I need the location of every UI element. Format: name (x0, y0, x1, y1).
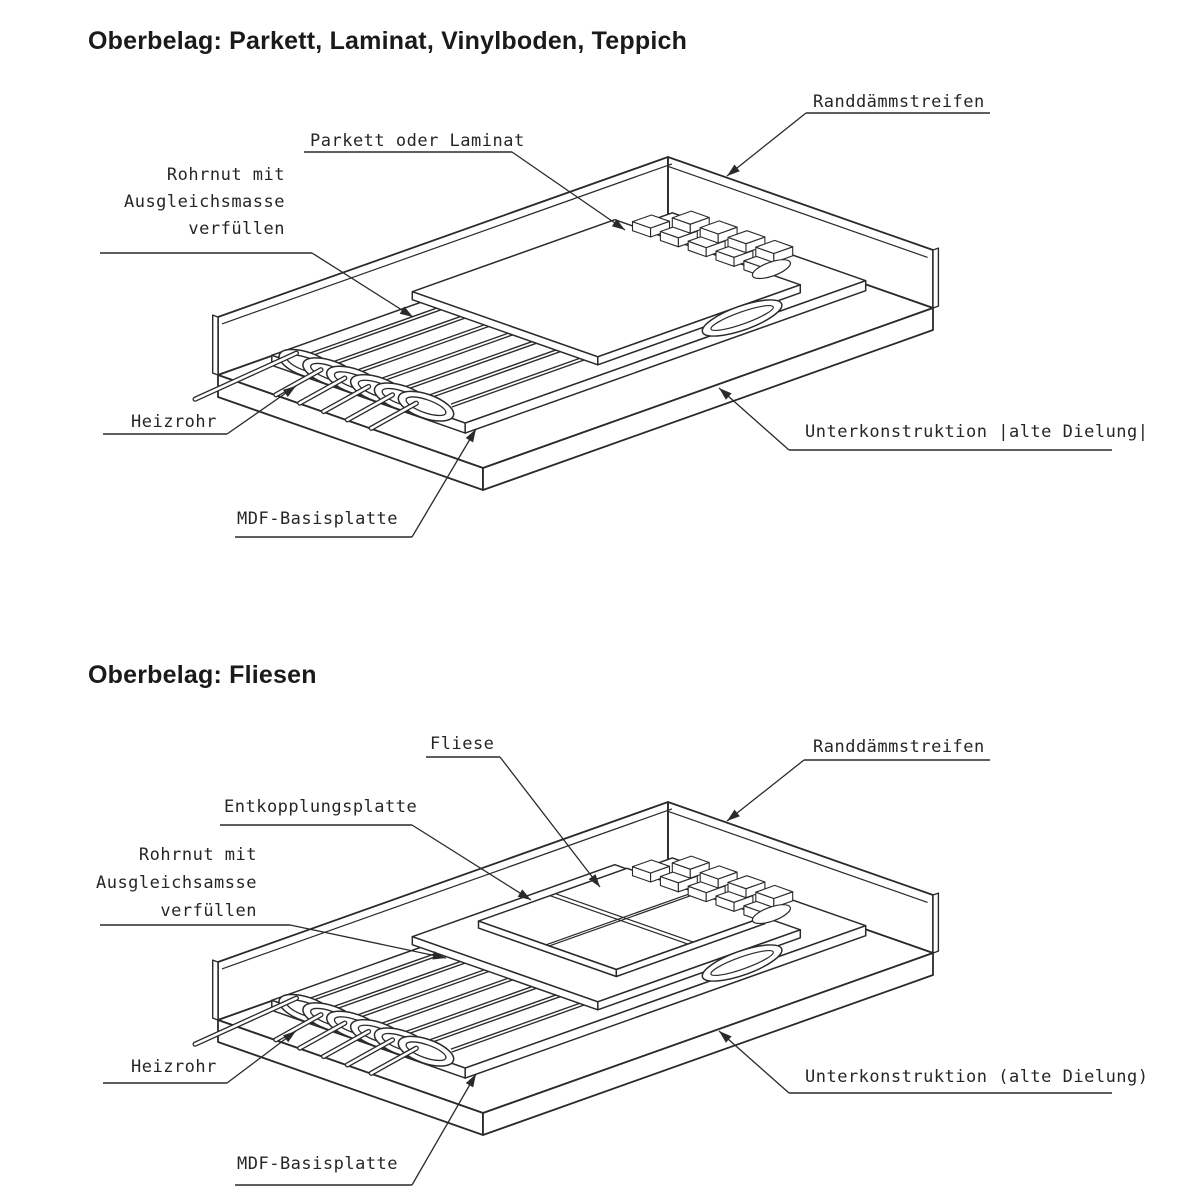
label-unterkonstruktion-2 (719, 1031, 1149, 1093)
leader-line (719, 388, 789, 450)
label-rohrnut-2-text: Rohrnut mit (138, 845, 257, 865)
label-randdaemmstreifen-2 (727, 737, 990, 821)
label-randdaemmstreifen-1-text: Randdämmstreifen (813, 92, 985, 112)
label-rohrnut-1-text: Rohrnut mit (166, 165, 285, 185)
label-rohrnut-2-text: Ausgleichsamsse (95, 873, 257, 893)
wall-end-cap (213, 315, 218, 375)
label-randdaemmstreifen-2-text: Randdämmstreifen (813, 737, 985, 757)
label-heizrohr-1-text: Heizrohr (131, 412, 217, 432)
label-mdf-2-text: MDF-Basisplatte (237, 1154, 399, 1174)
label-unterkonstruktion-2-text: Unterkonstruktion (alte Dielung) (805, 1067, 1149, 1087)
wall-end-cap (213, 960, 218, 1020)
leader-line (727, 760, 804, 821)
label-unterkonstruktion-1-text: Unterkonstruktion |alte Dielung| (805, 422, 1149, 442)
leader-line (727, 113, 806, 176)
label-randdaemmstreifen-1 (727, 92, 990, 176)
leader-line (719, 1031, 789, 1093)
wall-end-cap (933, 893, 938, 953)
label-heizrohr-2-text: Heizrohr (131, 1057, 217, 1077)
arrowhead (727, 165, 740, 177)
label-parkett-text: Parkett oder Laminat (310, 131, 525, 151)
label-mdf-1-text: MDF-Basisplatte (237, 509, 399, 529)
arrowhead (727, 810, 740, 821)
label-rohrnut-1-text: verfüllen (188, 219, 285, 239)
label-rohrnut-2-text: verfüllen (160, 901, 257, 921)
diagram2-title: Oberbelag: Fliesen (88, 661, 317, 689)
label-entkopplungsplatte-text: Entkopplungsplatte (224, 797, 418, 817)
wall-end-cap (933, 248, 938, 308)
label-fliese-text: Fliese (430, 734, 495, 754)
label-rohrnut-1-text: Ausgleichsmasse (123, 192, 285, 212)
diagram1-title: Oberbelag: Parkett, Laminat, Vinylboden, Teppich (88, 27, 688, 55)
label-unterkonstruktion-1 (719, 388, 1149, 450)
